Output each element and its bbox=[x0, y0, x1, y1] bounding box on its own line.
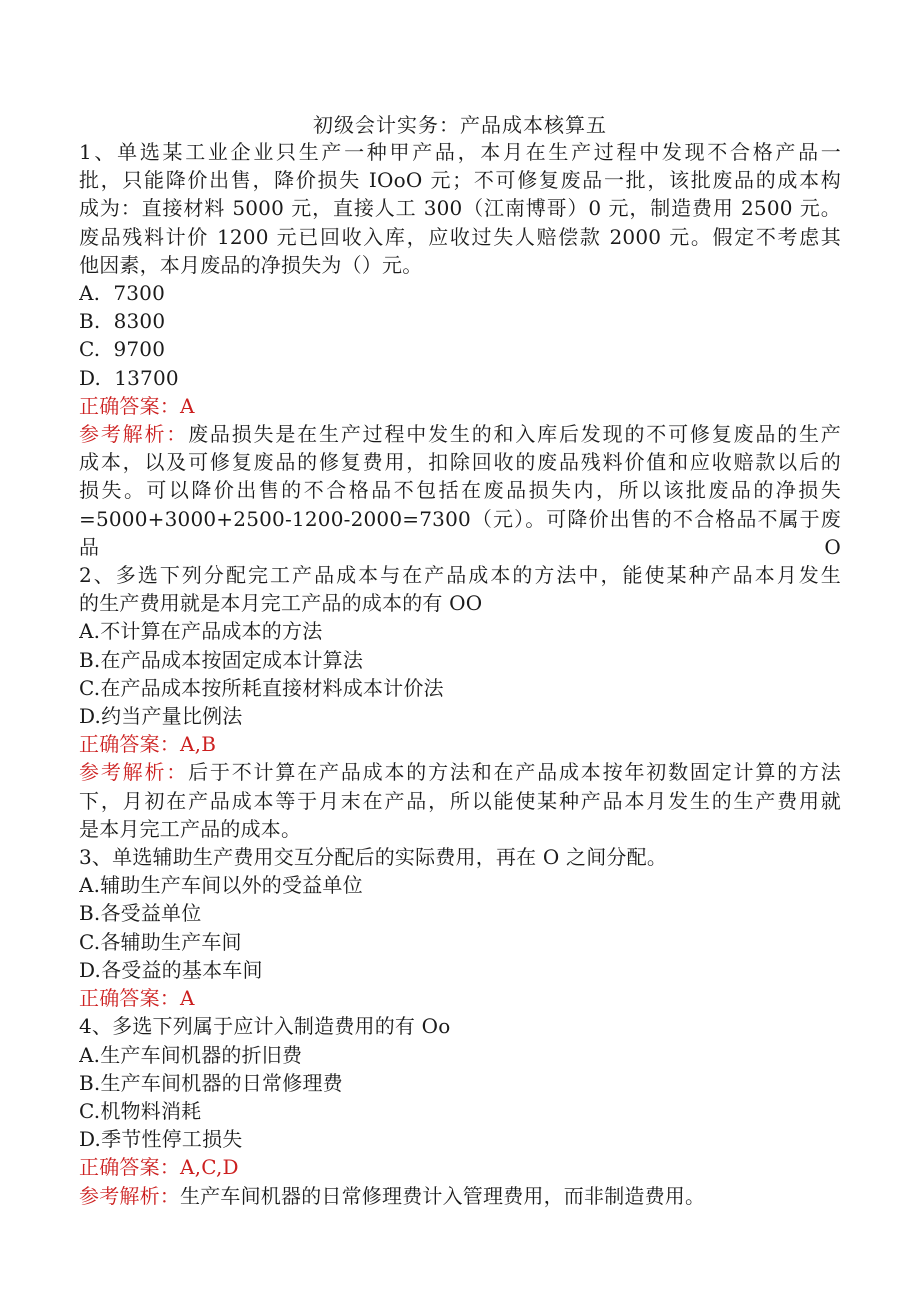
document-content bbox=[79, 138, 841, 1210]
answer-line bbox=[79, 1153, 841, 1181]
question-4 bbox=[79, 1012, 841, 1209]
answer-label: 正确答案： bbox=[79, 986, 180, 1011]
question-stem-line: 批，只能降价出售，降价损失 IOoO 元；不可修复废品一批，该批废品的成本构 bbox=[79, 168, 841, 193]
question-stem-line: 4、多选下列属于应计入制造费用的有 Oo bbox=[79, 1014, 451, 1039]
analysis-line: 是本月完工产品的成本。 bbox=[79, 816, 302, 841]
question-3 bbox=[79, 843, 841, 1012]
option-a: A.辅助生产车间以外的受益单位 bbox=[79, 873, 363, 898]
analysis-line bbox=[79, 420, 841, 448]
answer-label: 正确答案： bbox=[79, 393, 180, 418]
option-c: C.在产品成本按所耗直接材料成本计价法 bbox=[79, 675, 444, 700]
analysis-label: 参考解析： bbox=[79, 422, 189, 447]
question-2 bbox=[79, 561, 841, 843]
question-stem-line: 他因素，本月废品的净损失为（）元。 bbox=[79, 252, 423, 277]
option-a: A.生产车间机器的折旧费 bbox=[79, 1042, 303, 1067]
analysis-line: 损失。可以降价出售的不合格品不包括在废品损失内，所以该批废品的净损失 bbox=[79, 478, 841, 503]
option-d: D.各受益的基本车间 bbox=[79, 957, 263, 982]
option-d: D.约当产量比例法 bbox=[79, 704, 243, 729]
analysis-line: 成本，以及可修复废品的修复费用，扣除回收的废品残料价值和应收赔款以后的 bbox=[79, 450, 841, 475]
question-stem-line: 3、单选辅助生产费用交互分配后的实际费用，再在 O 之间分配。 bbox=[79, 845, 668, 870]
option-b: B. 8300 bbox=[79, 309, 166, 334]
option-a: A.不计算在产品成本的方法 bbox=[79, 619, 323, 644]
option-c: C.各辅助生产车间 bbox=[79, 929, 242, 954]
answer-line bbox=[79, 730, 841, 758]
option-c: C. 9700 bbox=[79, 337, 166, 362]
option-b: B.各受益单位 bbox=[79, 901, 202, 926]
answer-value: A,B bbox=[180, 732, 217, 757]
question-stem-line: 废品残料计价 1200 元已回收入库，应收过失人赔偿款 2000 元。假定不考虑其 bbox=[79, 224, 841, 249]
analysis-line bbox=[79, 1182, 841, 1210]
document-title: 初级会计实务：产品成本核算五 bbox=[313, 113, 607, 137]
answer-value: A bbox=[180, 393, 195, 418]
option-a: A. 7300 bbox=[79, 281, 166, 306]
analysis-text: 废品损失是在生产过程中发生的和入库后发现的不可修复废品的生产 bbox=[188, 422, 841, 447]
question-stem-line: 1、单选某工业企业只生产一种甲产品，本月在生产过程中发现不合格产品一 bbox=[79, 140, 841, 164]
answer-value: A bbox=[180, 986, 195, 1011]
option-b: B.在产品成本按固定成本计算法 bbox=[79, 647, 364, 672]
analysis-line: 下，月初在产品成本等于月末在产品，所以能使某种产品本月发生的生产费用就 bbox=[79, 788, 841, 813]
option-d: D. 13700 bbox=[79, 365, 179, 390]
analysis-label: 参考解析： bbox=[79, 760, 189, 785]
answer-label: 正确答案： bbox=[79, 1155, 180, 1180]
answer-line bbox=[79, 984, 841, 1012]
analysis-label: 参考解析： bbox=[79, 1183, 180, 1208]
option-b: B.生产车间机器的日常修理费 bbox=[79, 1070, 343, 1095]
question-stem-line: 2、多选下列分配完工产品成本与在产品成本的方法中，能使某种产品本月发生 bbox=[79, 563, 841, 588]
question-stem-line: 成为：直接材料 5000 元，直接人工 300（江南博哥）0 元，制造费用 2500 元。 bbox=[79, 196, 841, 221]
question-stem-line: 的生产费用就是本月完工产品的成本的有 OO bbox=[79, 591, 483, 616]
analysis-text: 后于不计算在产品成本的方法和在产品成本按年初数固定计算的方法 bbox=[188, 760, 841, 785]
answer-value: A,C,D bbox=[180, 1155, 239, 1180]
analysis-line: =5000+3000+2500-1200-2000=7300（元）。可降价出售的不合格品不属于废品 O bbox=[79, 506, 841, 559]
answer-label: 正确答案： bbox=[79, 732, 180, 757]
analysis-text: 生产车间机器的日常修理费计入管理费用，而非制造费用。 bbox=[180, 1183, 706, 1208]
analysis-line bbox=[79, 758, 841, 786]
option-d: D.季节性停工损失 bbox=[79, 1127, 243, 1152]
question-1 bbox=[79, 138, 841, 561]
option-c: C.机物料消耗 bbox=[79, 1098, 202, 1123]
answer-line bbox=[79, 392, 841, 420]
